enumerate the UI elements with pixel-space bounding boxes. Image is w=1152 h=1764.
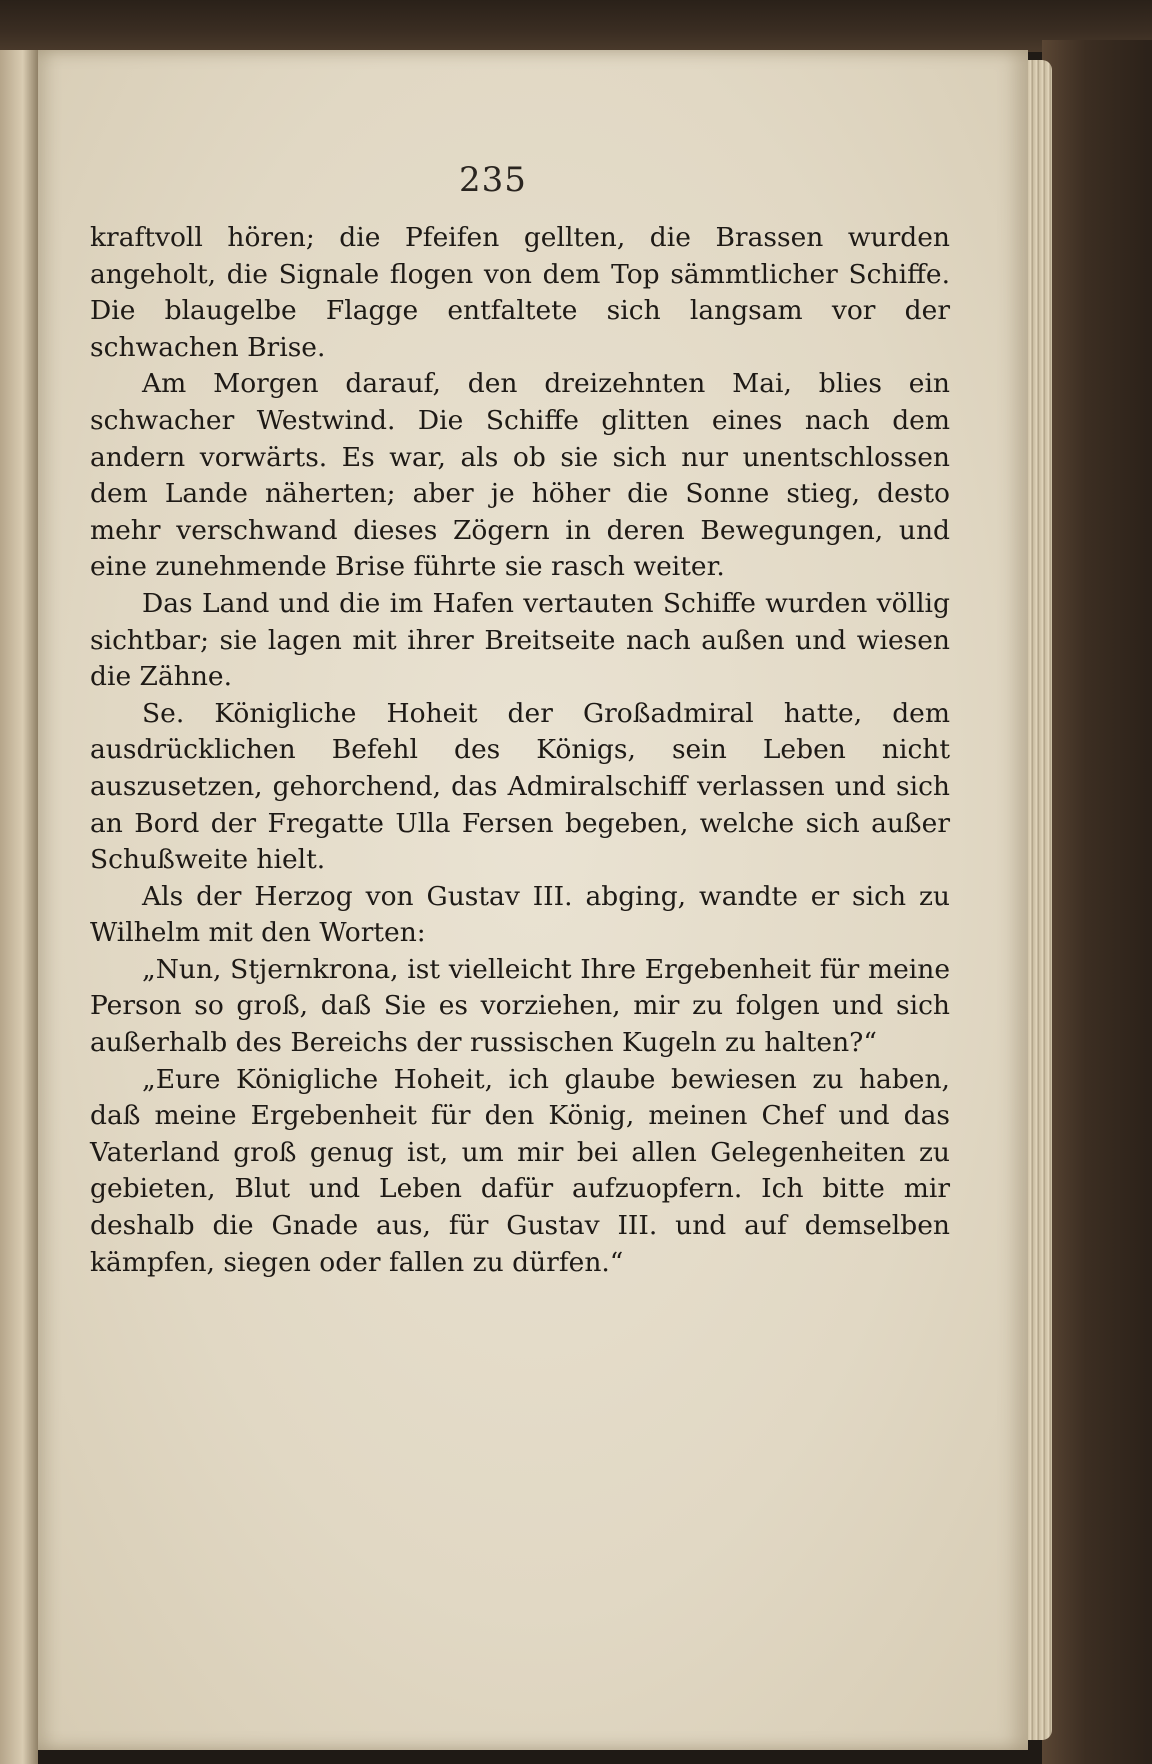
paragraph: „Eure Königliche Hoheit, ich glaube bewiesen zu haben, daß meine Ergebenheit für den König, meinen Chef und das Vaterland groß genug ist, um mir bei allen Gelegenheiten zu gebieten, Blut und Leben dafür aufzuopfern. Ich bitte mir deshalb die Gnade aus, für Gustav III. und auf demselben kämpfen, siegen oder fallen zu dürfen.“ <box>90 1063 950 1278</box>
paragraph: Am Morgen darauf, den dreizehnten Mai, blies ein schwacher Westwind. Die Schiffe glitten eines nach dem andern vorwärts. Es war, als ob sie sich nur unentschlossen dem Lande näherten; aber je höher die Sonne stieg, desto mehr verschwand dieses Zögern in deren Bewegungen, und eine zunehmende Brise führte sie rasch weiter. <box>90 368 950 583</box>
body-text <box>90 220 950 1281</box>
book-cover-right <box>1042 40 1152 1764</box>
paragraph: Das Land und die im Hafen vertauten Schiffe wurden völlig sichtbar; sie lagen mit ihrer Breitseite nach außen und wiesen die Zähne. <box>90 587 950 693</box>
book-cover-top <box>0 0 1152 52</box>
paragraph: Als der Herzog von Gustav III. abging, wandte er sich zu Wilhelm mit den Worten: <box>90 880 950 949</box>
book-page <box>38 50 1028 1750</box>
facing-page-edge <box>0 50 38 1764</box>
page-number: 235 <box>459 160 527 200</box>
paragraph: Se. Königliche Hoheit der Großadmiral hatte, dem ausdrücklichen Befehl des Königs, sein Leben nicht auszusetzen, gehorchend, das Admiralschiff verlassen und sich an Bord der Fregatte Ulla Fersen begeben, welche sich außer Schußweite hielt. <box>90 697 950 876</box>
paragraph: „Nun, Stjernkrona, ist vielleicht Ihre Ergebenheit für meine Person so groß, daß Sie es vorziehen, mir zu folgen und sich außerhalb des Bereichs der russischen Kugeln zu halten?“ <box>90 953 950 1059</box>
paragraph: kraftvoll hören; die Pfeifen gellten, die Brassen wurden angeholt, die Signale flogen von dem Top sämmtlicher Schiffe. Die blaugelbe Flagge entfaltete sich langsam vor der schwachen Brise. <box>90 222 950 363</box>
